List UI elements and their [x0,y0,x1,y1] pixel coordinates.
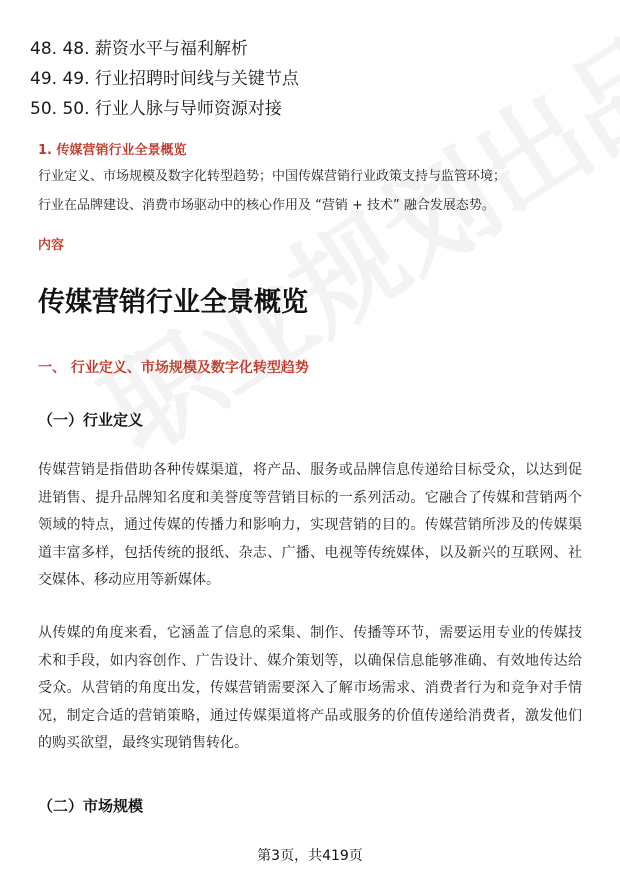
paragraph: 传媒营销是指借助各种传媒渠道，将产品、服务或品牌信息传递给目标受众，以达到促进销售、提升品牌知名度和美誉度等营销目标的一系列活动。它融合了传媒和营销两个领域的特点，通过传媒的传播力和影响力，实现营销的目的。传媒营销所涉及的传媒渠道丰富多样，包括传统的报纸、杂志、广播、电视等传统媒体，以及新兴的互联网、社交媒体、移动应用等新媒体。 [38,462,582,588]
summary-line: 行业定义、市场规模及数字化转型趋势；中国传媒营销行业政策支持与监管环境； [38,169,507,184]
sub-heading-market-size: （二）市场规模 [38,797,144,815]
table-of-contents [30,34,590,124]
sub-heading-definition: （一）行业定义 [38,411,144,429]
chapter-summary [38,140,598,220]
summary-line: 行业在品牌建设、消费市场驱动中的核心作用及 “营销 + 技术” 融合发展态势。 [38,198,495,213]
paragraph: 从传媒的角度来看，它涵盖了信息的采集、制作、传播等环节，需要运用专业的传媒技术和手段，如内容创作、广告设计、媒介策划等，以确保信息能够准确、有效地传达给受众。从营销的角度出发，传媒营销需要深入了解市场需求、消费者行为和竞争对手情况，制定合适的营销策略，通过传媒渠道将产品或服务的价值传递给消费者，激发他们的购买欲望，最终实现销售转化。 [38,625,582,751]
toc-item-48[interactable]: 48. 48. 薪资水平与福利解析 [30,39,248,59]
summary-title: 1. 传媒营销行业全景概览 [38,143,187,158]
page-title: 传媒营销行业全景概览 [38,287,308,318]
page-number: 第3页，共419页 [257,848,363,864]
toc-item-49[interactable]: 49. 49. 行业招聘时间线与关键节点 [30,69,299,89]
toc-item-50[interactable]: 50. 50. 行业人脉与导师资源对接 [30,99,282,119]
content-label: 内容 [38,238,65,253]
section-heading: 一、 行业定义、市场规模及数字化转型趋势 [38,360,309,376]
